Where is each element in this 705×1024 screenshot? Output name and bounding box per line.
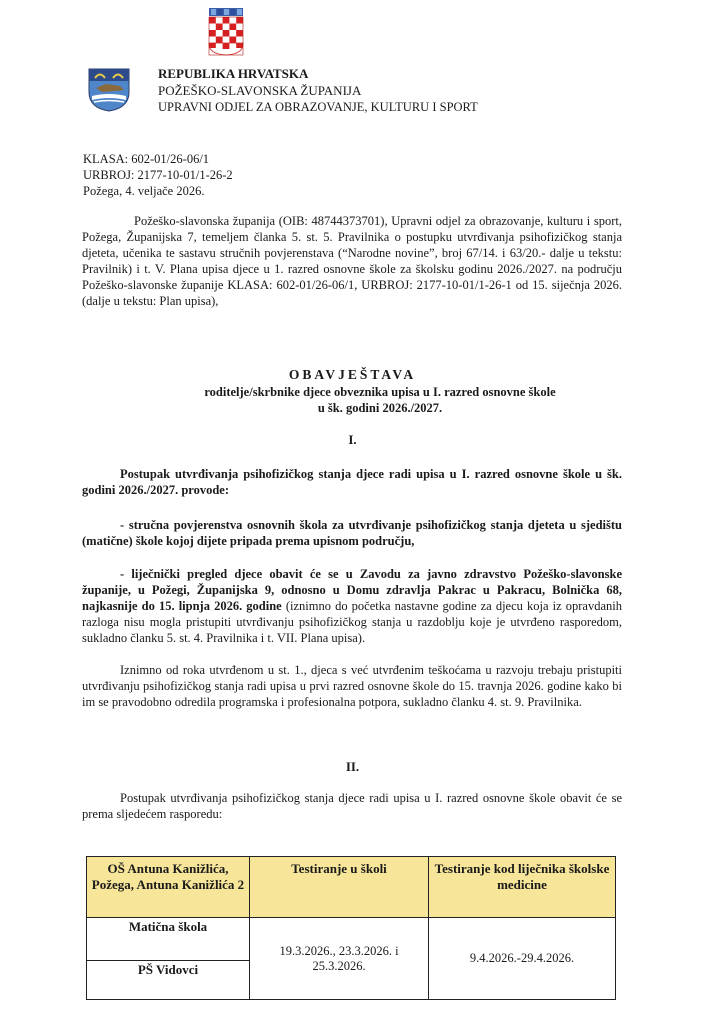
header-county: POŽEŠKO-SLAVONSKA ŽUPANIJA: [158, 83, 362, 98]
urbroj: URBROJ: 2177-10-01/1-26-2: [83, 168, 233, 182]
section-1-paragraph-1: Postupak utvrđivanja psihofizičkog stanja djece radi upisa u I. razred osnovne škole u šk. godini 2026./2027. provode:: [82, 467, 622, 497]
school-testing-dates: 19.3.2026., 23.3.2026. i 25.3.2026.: [250, 918, 429, 1000]
section-1-paragraph-2: - stručna povjerenstva osnovnih škola za utvrđivanje psihofizičkog stanja djeteta u sjedištu (matične) škole kojoj dijete pripada prema upisnom području,: [82, 518, 622, 548]
table-header-row: [87, 857, 616, 918]
table-header-school-testing: Testiranje u školi: [250, 857, 429, 918]
section-2-paragraph-1: Postupak utvrđivanja psihofizičkog stanja djece radi upisa u I. razred osnovne škole obavit će se prema sljedećem rasporedu:: [82, 791, 622, 821]
section-1-paragraph-3-normal: (iznimno do početka nastavne godine za djecu koja iz opravdanih razloga nisu mogla pristupiti utvrđivanju psihofizičkog stanja u razdoblju koje je utvrđeno rasporedom, sukladno članku 5. st. 4. Pravilnika i t. VII. Plana upisa).: [82, 599, 622, 645]
document-title: OBAVJEŠTAVA: [288, 367, 417, 382]
document-subtitle-line1: roditelje/skrbnike djece obveznika upisa u I. razred osnovne škole: [204, 385, 556, 399]
row-label-branch-school: PŠ Vidovci: [87, 961, 250, 1000]
croatian-coat-of-arms-icon: [205, 8, 247, 56]
table-row: [87, 918, 616, 961]
klasa: KLASA: 602-01/26-06/1: [83, 152, 210, 166]
document-subtitle-line2: u šk. godini 2026./2027.: [317, 401, 443, 415]
intro-paragraph: Požeško-slavonska županija (OIB: 48744373701), Upravni odjel za obrazovanje, kulturu i sport, Požega, Županijska 7, temeljem članka 5. st. 5. Pravilnika o postupku utvrđivanja psihofizičkog stanja djeteta, učenika te sastavu stručnih povjerenstava (“Narodne novine”, broj 67/14. i 63/20.- dalje u tekstu: Pravilnik) i t. V. Plana upisa djece u 1. razred osnovne škole za školsku godinu 2026./2027. na području Požeško-slavonske županije KLASA: 602-01/26-06/1, URBROJ: 2177-10-01/1-26-1 od 15. siječnja 2026. (dalje u tekstu: Plan upisa),: [82, 214, 622, 308]
header-republic: REPUBLIKA HRVATSKA: [158, 66, 309, 81]
section-1-paragraph-4: Iznimno od roka utvrđenom u st. 1., djeca s već utvrđenim teškoćama u razvoju trebaju pristupiti utvrđivanju psihofizičkog stanja radi upisa u prvi razred osnovne škole do 15. travnja 2026. godine kako bi im se pravodobno odredila programska i profesionalna potpora, sukladno članku 4. st. 9. Pravilnika.: [82, 663, 622, 709]
schedule-table: [86, 856, 616, 1000]
document-date: Požega, 4. veljače 2026.: [83, 184, 205, 198]
table-header-doctor-testing: Testiranje kod liječnika školske medicine: [429, 857, 616, 918]
section-2-numeral: II.: [345, 759, 360, 774]
doctor-testing-dates: 9.4.2026.-29.4.2026.: [429, 918, 616, 1000]
header-department: UPRAVNI ODJEL ZA OBRAZOVANJE, KULTURU I SPORT: [158, 100, 478, 114]
section-1-paragraph-3: [82, 566, 622, 646]
table-header-school: OŠ Antuna Kanižlića, Požega, Antuna Kanižlića 2: [87, 857, 250, 918]
section-1-numeral: I.: [348, 432, 357, 447]
section-1-paragraph-3-bold: - liječnički pregled djece obavit će se u Zavodu za javno zdravstvo Požeško-slavonske županije, u Požegi, Županijska 9, odnosno u Domu zdravlja Pakrac u Pakracu, Bolnička 68, najkasnije do 15. lipnja 2026. godine: [82, 567, 622, 613]
row-label-main-school: Matična škola: [87, 918, 250, 961]
county-emblem-icon: [86, 66, 132, 112]
